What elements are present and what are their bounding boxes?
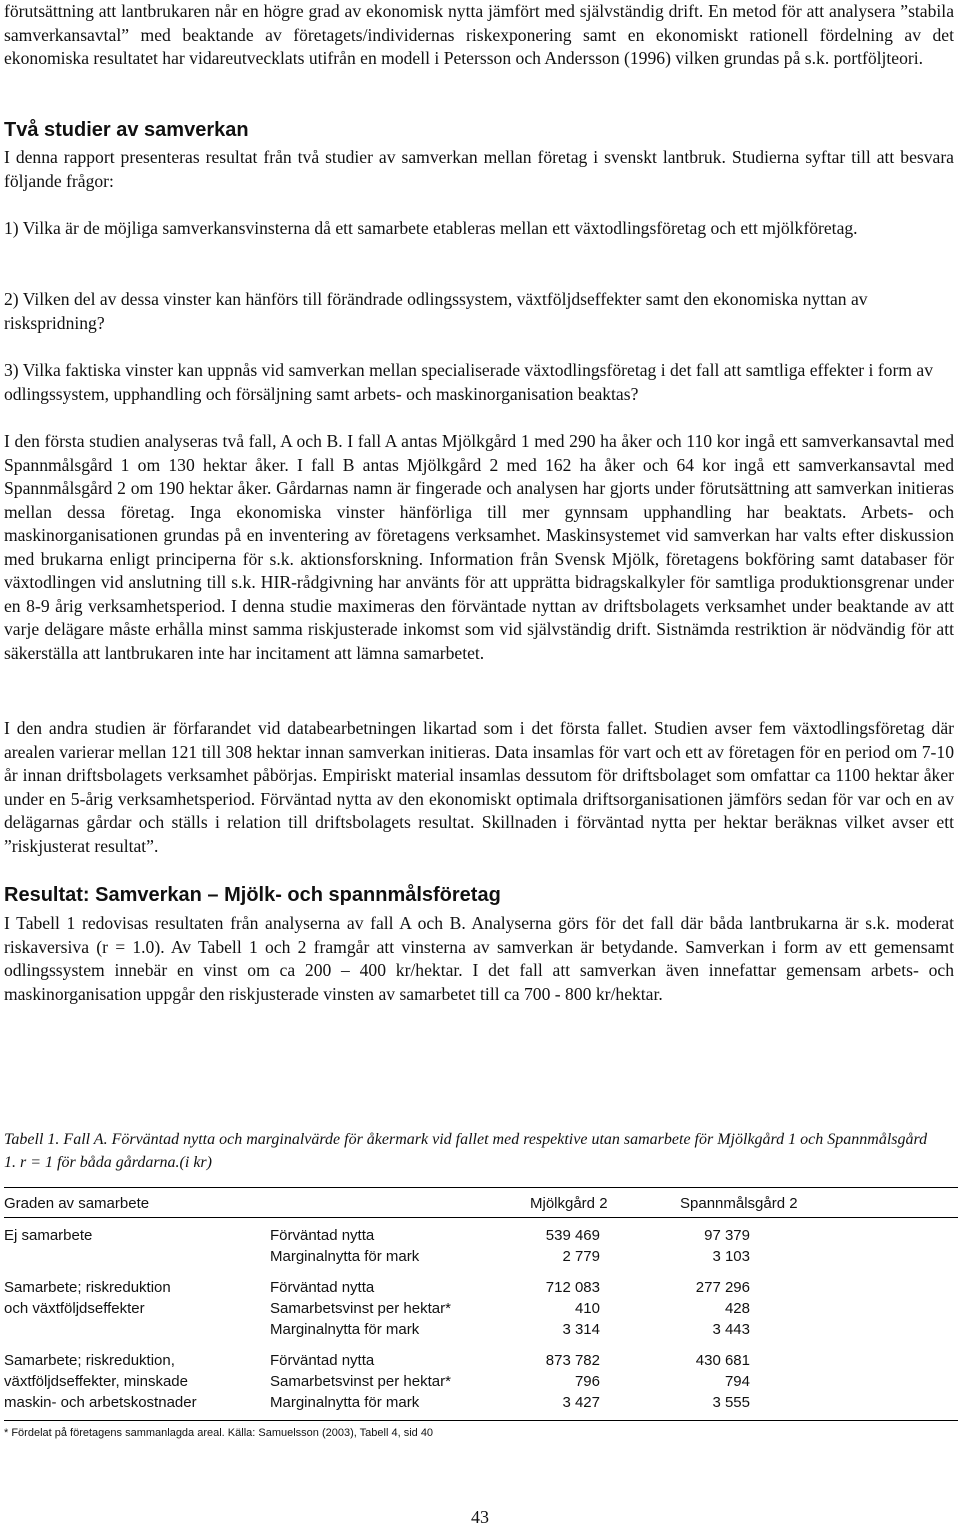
question-3: 3) Vilka faktiska vinster kan uppnås vid samverkan mellan specialiserade växtodlingsföretag i det fall att samtliga effekter i form av odlingssystem, upphandling och försäljning samt arbets- och maskinorganisation beaktas? — [4, 360, 933, 404]
table-bottom-rule — [4, 1420, 958, 1421]
cell-mjolkgard-value: 2 779 — [562, 1248, 600, 1265]
header-mjolkgard: Mjölkgård 2 — [530, 1195, 608, 1212]
cell-measure: Marginalnytta för mark — [270, 1248, 420, 1265]
header-spannmalsgard: Spannmålsgård 2 — [680, 1195, 798, 1212]
section-heading-results: Resultat: Samverkan – Mjölk- och spannmålsföretag — [4, 884, 501, 906]
cell-measure: Samarbetsvinst per hektar* — [270, 1300, 451, 1317]
table-row — [4, 1225, 958, 1246]
cell-spannmalsgard-value: 97 379 — [704, 1227, 750, 1244]
question-1: 1) Vilka är de möjliga samverkansvinsterna då ett samarbete etableras mellan ett växtodlingsföretag och ett mjölkföretag. — [4, 218, 858, 238]
intro-paragraph: förutsättning att lantbrukaren når en högre grad av ekonomisk nytta jämfört med självständig drift. En metod för att analysera ”stabila samverkansavtal” med beaktande av företagets/individernas riskexponering samt en ekonomiskt rationell fördelning av det ekonomiska resultatet har vidareutvecklats utifrån en modell i Petersson och Andersson (1996) vilken grundas på s.k. portföljteori. — [4, 1, 954, 68]
table-footnote: * Fördelat på företagens sammanlagda areal. Källa: Samuelsson (2003), Tabell 4, sid 40 — [4, 1427, 434, 1439]
cell-spannmalsgard-value: 428 — [724, 1300, 750, 1317]
page-number: 43 — [471, 1507, 489, 1527]
question-2: 2) Vilken del av dessa vinster kan hänförs till förändrade odlingssystem, växtföljdseffekter samt den ekonomiska nyttan av riskspridning? — [4, 289, 868, 333]
cell-mjolkgard-value: 712 083 — [545, 1279, 600, 1296]
cell-mjolkgard-value: 796 — [574, 1373, 600, 1390]
paragraph-results: I Tabell 1 redovisas resultaten från analyserna av fall A och B. Analyserna görs för det fall där båda lantbrukarna är s.k. moderat riskaversiva (r = 1.0). Av Tabell 1 och 2 framgår att vinsterna av samverkan är betydande. Samverkan i form av ett gemensamt odlingssystem innebär en vinst om ca 200 – 400 kr/hektar. I det fall att samverkan även innefattar gemensam arbets- och maskinorganisation uppgår den riskjusterade vinsten av samarbetet till ca 700 - 800 kr/hektar. — [4, 913, 954, 1004]
cell-cooperation: Samarbete; riskreduktion, — [4, 1352, 175, 1369]
cell-mjolkgard-value: 410 — [574, 1300, 600, 1317]
table-caption: Tabell 1. Fall A. Förväntad nytta och marginalvärde för åkermark vid fallet med respektive utan samarbete för Mjölkgård 1 och Spannmålsgård 1. r = 1 för båda gårdarna.(i kr) — [4, 1131, 928, 1171]
cell-mjolkgard-value: 873 782 — [545, 1352, 600, 1369]
table-row — [4, 1371, 958, 1392]
paragraph-study-2: I den andra studien är förfarandet vid databearbetningen likartad som i det första fallet. Studien avser fem växtodlingsföretag där arealen varierar mellan 121 till 308 hektar innan samverkan initieras. Data insamlas för vart och ett av företagen för en period om 7-10 år innan driftsbolagets verksamhet påbörjas. Empiriskt material insamlas dessutom för driftsbolaget som omfattar ca 1100 hektar åker under en 5-årig verksamhetsperiod. Förväntad nytta av den ekonomiskt optimala driftsorganisationen jämförs sedan för var och en av delägarnas gårdar och ställs i relation till driftsbolagets resultat. Skillnaden i förväntad nytta per hektar beräknas vilket avser ett ”riskjusterat resultat”. — [4, 718, 954, 856]
table-row — [4, 1277, 958, 1298]
table-header-rule — [4, 1217, 958, 1218]
table-row — [4, 1298, 958, 1319]
cell-measure: Förväntad nytta — [270, 1227, 375, 1244]
cell-cooperation: och växtföljdseffekter — [4, 1300, 145, 1317]
table-header-row — [4, 1193, 958, 1214]
cell-mjolkgard-value: 3 427 — [562, 1394, 600, 1411]
cell-measure: Marginalnytta för mark — [270, 1321, 420, 1338]
cell-spannmalsgard-value: 3 443 — [712, 1321, 750, 1338]
header-cooperation-degree: Graden av samarbete — [4, 1195, 150, 1212]
cell-measure: Förväntad nytta — [270, 1352, 375, 1369]
cell-spannmalsgard-value: 430 681 — [695, 1352, 750, 1369]
cell-spannmalsgard-value: 277 296 — [695, 1279, 750, 1296]
cell-spannmalsgard-value: 3 555 — [712, 1394, 750, 1411]
cell-cooperation: Samarbete; riskreduktion — [4, 1279, 171, 1296]
cell-measure: Förväntad nytta — [270, 1279, 375, 1296]
cell-measure: Samarbetsvinst per hektar* — [270, 1373, 451, 1390]
table-row — [4, 1319, 958, 1340]
cell-mjolkgard-value: 539 469 — [545, 1227, 600, 1244]
cell-cooperation: växtföljdseffekter, minskade — [4, 1373, 188, 1390]
paragraph-study-1: I den första studien analyseras två fall, A och B. I fall A antas Mjölkgård 1 med 290 ha åker och 110 kor ingå ett samverkansavtal med Spannmålsgård 1 om 130 hektar åker. I fall B antas Mjölkgård 2 med 162 ha åker och 64 kor ingå ett samverkansavtal med Spannmålsgård 2 om 190 hektar åker. Gårdarnas namn är fingerade och analysen har gjorts under förutsättning att samverkan initieras mellan dessa företag. Inga ekonomiska vinster hänförliga till mer gynnsam upphandling har beaktats. Arbets- och maskinorganisationen grundas på en inventering av företagens verksamhet. Maskinsystemet vid samverkan har valts efter diskussion med brukarna enligt principerna för s.k. aktionsforskning. Information från Svensk Mjölk, företagens bokföring samt databaser för växtodlingen vid anslutning till s.k. HIR-rådgivning har använts för att upprätta bidragskalkyler för samtliga produktionsgrenar under en 8-9 årig verksamhetsperiod. I denna studie maximeras den förväntade nyttan av driftsbolagets verksamhet under beaktande av att varje delägare måste erhålla minst samma riskjusterade inkomst som vid självständig drift. Sistnämda restriktion är nödvändig för att säkerställa att lantbrukaren inte har incitament att lämna samarbetet. — [4, 431, 954, 663]
section-heading-two-studies: Två studier av samverkan — [4, 119, 249, 141]
cell-measure: Marginalnytta för mark — [270, 1394, 420, 1411]
table-top-rule — [4, 1187, 958, 1188]
cell-spannmalsgard-value: 794 — [724, 1373, 750, 1390]
cell-spannmalsgard-value: 3 103 — [712, 1248, 750, 1265]
cell-cooperation: Ej samarbete — [4, 1227, 93, 1244]
paragraph-intro-studies: I denna rapport presenteras resultat från två studier av samverkan mellan företag i svenskt lantbruk. Studierna syftar till att besvara följande frågor: — [4, 147, 954, 191]
table-row — [4, 1246, 958, 1267]
table-row — [4, 1392, 958, 1413]
cell-cooperation: maskin- och arbetskostnader — [4, 1394, 197, 1411]
table-row — [4, 1350, 958, 1371]
cell-mjolkgard-value: 3 314 — [562, 1321, 600, 1338]
